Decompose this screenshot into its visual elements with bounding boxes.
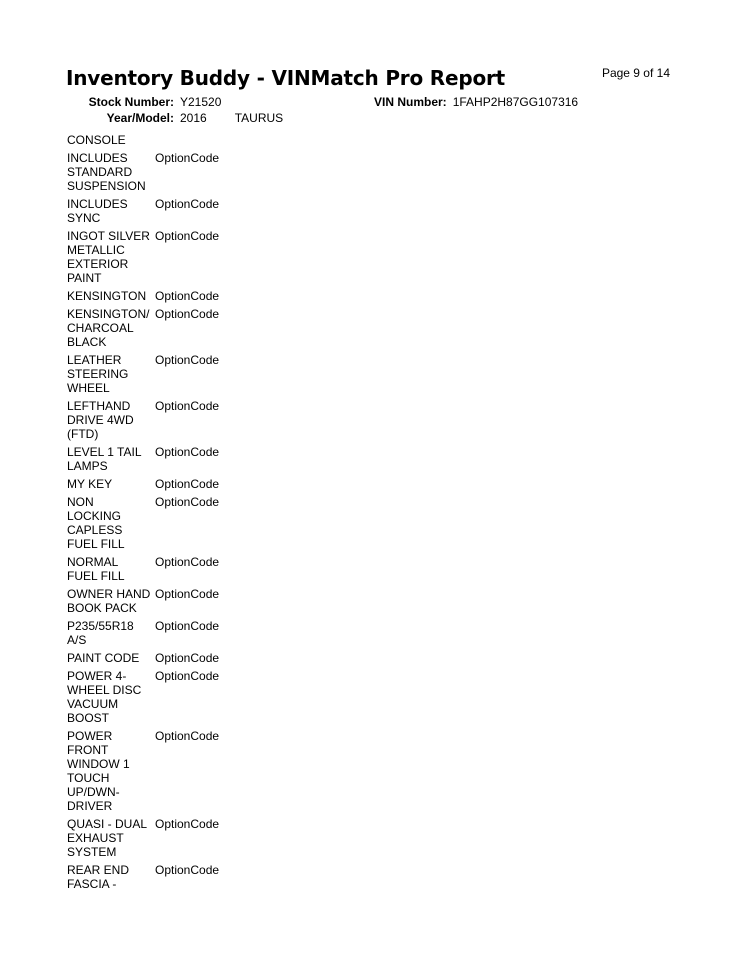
option-name: INCLUDES STANDARD SUSPENSION: [67, 151, 146, 193]
page-number: Page 9 of 14: [601, 66, 670, 80]
option-name: P235/55R18 A/S: [67, 619, 134, 647]
options-list: [67, 133, 267, 895]
model-value: TAURUS: [234, 111, 284, 125]
vin-number-value: 1FAHP2H87GG107316: [452, 95, 579, 109]
option-name: NON LOCKING CAPLESS FUEL FILL: [67, 495, 125, 551]
option-name: REAR END FASCIA -: [67, 863, 130, 891]
option-row: [67, 651, 267, 665]
option-row: [67, 477, 267, 491]
option-row: [67, 587, 267, 615]
option-name: INGOT SILVER METALLIC EXTERIOR PAINT: [67, 229, 150, 285]
option-type: OptionCode: [155, 445, 220, 459]
option-name: QUASI - DUAL EXHAUST SYSTEM: [67, 817, 148, 859]
option-row: [67, 229, 267, 285]
option-type: OptionCode: [155, 863, 220, 877]
option-row: [67, 619, 267, 647]
option-type: OptionCode: [155, 477, 220, 491]
option-type: OptionCode: [155, 151, 220, 165]
year-value: 2016: [180, 111, 207, 125]
option-type: OptionCode: [155, 353, 220, 367]
option-type: OptionCode: [155, 619, 220, 633]
option-type: OptionCode: [155, 729, 220, 743]
option-row: [67, 399, 267, 441]
option-type: OptionCode: [155, 229, 220, 243]
option-type: OptionCode: [155, 555, 220, 569]
option-row: [67, 445, 267, 473]
option-name: INCLUDES SYNC: [67, 197, 128, 225]
stock-number-value: Y21520: [180, 95, 222, 109]
option-name: NORMAL FUEL FILL: [67, 555, 125, 583]
option-type: OptionCode: [155, 197, 220, 211]
option-name: CONSOLE: [67, 133, 126, 147]
option-name: MY KEY: [67, 477, 113, 491]
report-title: Inventory Buddy - VINMatch Pro Report: [66, 66, 506, 90]
option-name: LEFTHAND DRIVE 4WD (FTD): [67, 399, 134, 441]
stock-number-label: Stock Number:: [88, 95, 174, 109]
option-name: POWER FRONT WINDOW 1 TOUCH UP/DWN- DRIVER: [67, 729, 130, 813]
option-row: [67, 817, 267, 859]
year-model-label: Year/Model:: [106, 111, 174, 125]
option-type: OptionCode: [155, 289, 220, 303]
option-row: [67, 555, 267, 583]
option-name: KENSINGTON: [67, 289, 147, 303]
option-name: PAINT CODE: [67, 651, 140, 665]
option-type: OptionCode: [155, 307, 220, 321]
option-name: LEVEL 1 TAIL LAMPS: [67, 445, 142, 473]
option-row: [67, 669, 267, 725]
option-type: OptionCode: [155, 651, 220, 665]
option-type: [155, 133, 267, 147]
vin-number-row: [374, 95, 578, 109]
option-type: OptionCode: [155, 817, 220, 831]
option-row: [67, 863, 267, 891]
option-row: [67, 197, 267, 225]
option-row: [67, 151, 267, 193]
stock-number-row: [66, 95, 221, 109]
option-row: [67, 729, 267, 813]
option-type: OptionCode: [155, 495, 220, 509]
option-type: OptionCode: [155, 587, 220, 601]
year-model-row: [66, 111, 283, 125]
option-row: [67, 495, 267, 551]
option-type: OptionCode: [155, 669, 220, 683]
option-type: OptionCode: [155, 399, 220, 413]
option-name: OWNER HAND BOOK PACK: [67, 587, 151, 615]
option-row: [67, 133, 267, 147]
option-row: [67, 289, 267, 303]
option-name: KENSINGTON/ CHARCOAL BLACK: [67, 307, 150, 349]
option-name: LEATHER STEERING WHEEL: [67, 353, 129, 395]
option-row: [67, 353, 267, 395]
option-row: [67, 307, 267, 349]
option-name: POWER 4- WHEEL DISC VACUUM BOOST: [67, 669, 142, 725]
vin-number-label: VIN Number:: [374, 95, 447, 109]
